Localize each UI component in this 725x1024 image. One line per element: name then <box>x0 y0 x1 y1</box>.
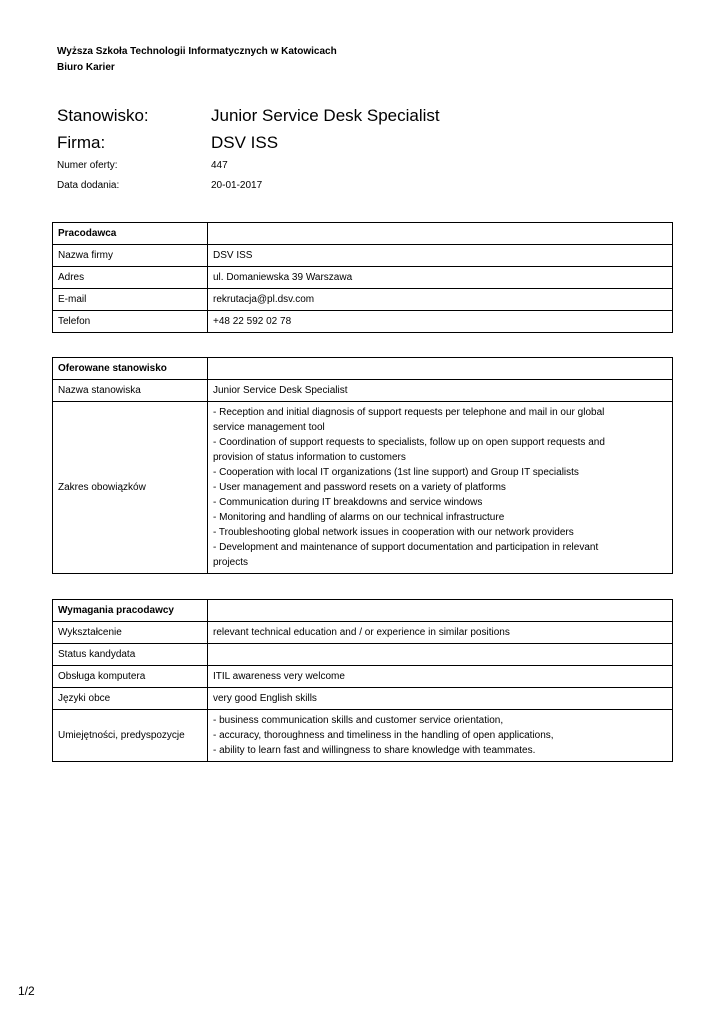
row-label: Umiejętności, predyspozycje <box>53 710 208 762</box>
duty-line: service management tool <box>213 422 325 433</box>
offered-position-heading: Oferowane stanowisko <box>53 358 208 380</box>
empty-cell <box>208 358 673 380</box>
row-label: Języki obce <box>53 688 208 710</box>
page-number: 1/2 <box>18 984 35 998</box>
company-summary-row <box>57 133 279 153</box>
employer-heading: Pracodawca <box>53 223 208 245</box>
date-added-value: 20-01-2017 <box>211 180 263 191</box>
requirements-table <box>52 599 673 762</box>
office-name: Biuro Karier <box>57 62 115 73</box>
table-row <box>53 402 673 574</box>
row-label: Telefon <box>53 311 208 333</box>
row-label: Nazwa stanowiska <box>53 380 208 402</box>
table-header-row <box>53 358 673 380</box>
duty-line: - Cooperation with local IT organizations (1st line support) and Group IT specialists <box>213 467 579 478</box>
table-row <box>53 688 673 710</box>
skills-list <box>208 710 673 762</box>
position-value: Junior Service Desk Specialist <box>211 106 440 125</box>
table-row <box>53 267 673 289</box>
row-value: +48 22 592 02 78 <box>208 311 673 333</box>
row-value: rekrutacja@pl.dsv.com <box>208 289 673 311</box>
table-row <box>53 245 673 267</box>
row-value: ul. Domaniewska 39 Warszawa <box>208 267 673 289</box>
empty-cell <box>208 600 673 622</box>
table-row <box>53 644 673 666</box>
table-row <box>53 311 673 333</box>
row-label: Zakres obowiązków <box>53 402 208 574</box>
company-label: Firma: <box>57 133 106 152</box>
duty-line: - Communication during IT breakdowns and service windows <box>213 497 483 508</box>
date-added-row <box>57 179 263 193</box>
duty-line: - User management and password resets on a variety of platforms <box>213 482 506 493</box>
row-value: very good English skills <box>208 688 673 710</box>
row-value: Junior Service Desk Specialist <box>208 380 673 402</box>
institution-name: Wyższa Szkoła Technologii Informatycznych w Katowicach <box>57 46 337 57</box>
row-label: Status kandydata <box>53 644 208 666</box>
duty-line: projects <box>213 557 249 568</box>
table-header-row <box>53 223 673 245</box>
position-summary-row <box>57 106 440 126</box>
offered-position-table <box>52 357 673 574</box>
date-added-label: Data dodania: <box>57 180 120 191</box>
table-row <box>53 666 673 688</box>
offer-number-label: Numer oferty: <box>57 160 118 171</box>
skill-line: - ability to learn fast and willingness to share knowledge with teammates. <box>213 745 536 756</box>
skill-line: - accuracy, thoroughness and timeliness in the handling of open applications, <box>213 730 554 741</box>
requirements-heading: Wymagania pracodawcy <box>53 600 208 622</box>
duty-line: - Monitoring and handling of alarms on our technical infrastructure <box>213 512 505 523</box>
company-value: DSV ISS <box>211 133 279 152</box>
table-row <box>53 710 673 762</box>
table-row <box>53 380 673 402</box>
duty-line: - Reception and initial diagnosis of support requests per telephone and mail in our global <box>213 407 605 418</box>
row-label: Wykształcenie <box>53 622 208 644</box>
duty-line: - Troubleshooting global network issues in cooperation with our network providers <box>213 527 574 538</box>
empty-cell <box>208 223 673 245</box>
duty-line: - Coordination of support requests to specialists, follow up on open support requests and <box>213 437 605 448</box>
row-label: Obsługa komputera <box>53 666 208 688</box>
duty-line: provision of status information to customers <box>213 452 406 463</box>
row-label: E-mail <box>53 289 208 311</box>
table-row <box>53 289 673 311</box>
skill-line: - business communication skills and customer service orientation, <box>213 715 504 726</box>
employer-table <box>52 222 673 333</box>
row-label: Nazwa firmy <box>53 245 208 267</box>
duty-line: - Development and maintenance of support documentation and participation in relevant <box>213 542 599 553</box>
table-header-row <box>53 600 673 622</box>
offer-number-row <box>57 159 228 173</box>
row-value: relevant technical education and / or experience in similar positions <box>208 622 673 644</box>
document-header <box>57 44 337 76</box>
table-row <box>53 622 673 644</box>
offer-number-value: 447 <box>211 160 228 171</box>
row-value: DSV ISS <box>208 245 673 267</box>
row-value <box>208 644 673 666</box>
row-value: ITIL awareness very welcome <box>208 666 673 688</box>
duties-list <box>208 402 673 574</box>
row-label: Adres <box>53 267 208 289</box>
position-label: Stanowisko: <box>57 106 149 125</box>
